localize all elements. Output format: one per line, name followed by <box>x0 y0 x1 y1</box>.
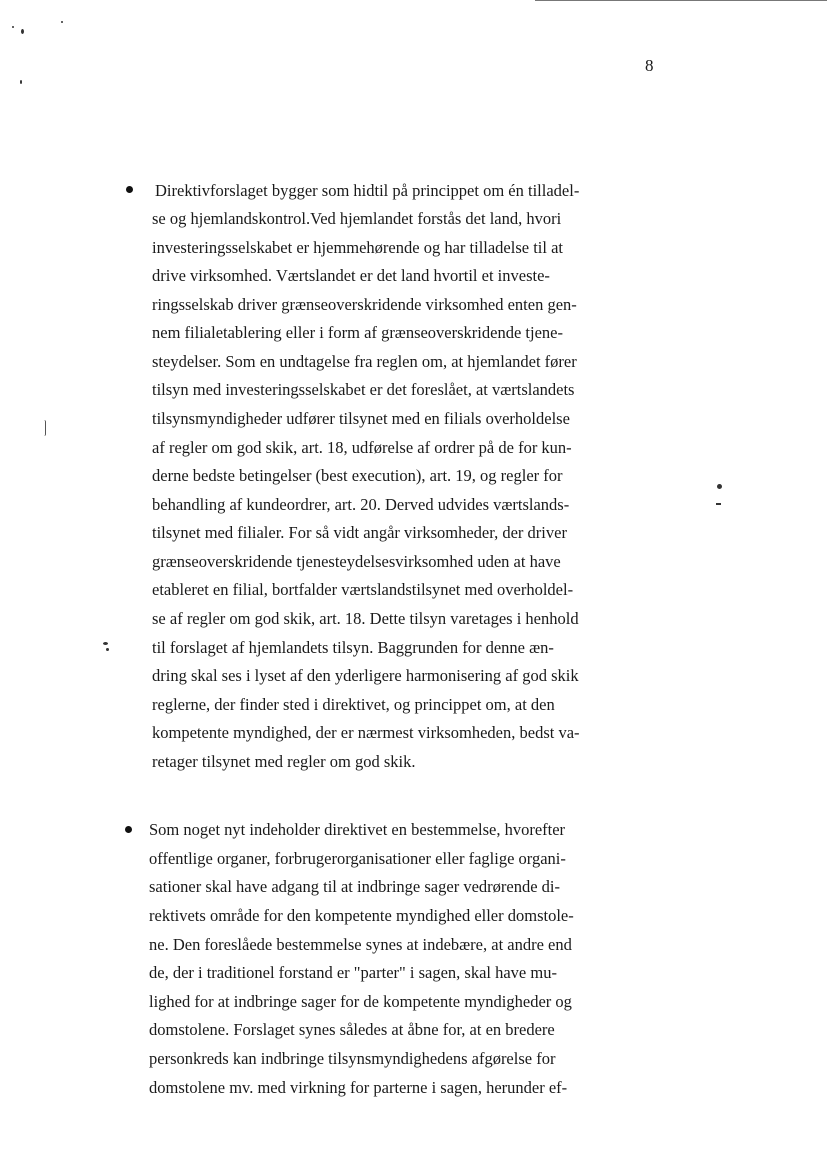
paragraph-line: retager tilsynet med regler om god skik. <box>152 752 416 771</box>
scan-speck <box>12 26 14 28</box>
paragraph-line: domstolene mv. med virkning for parterne i sagen, herunder ef- <box>149 1078 568 1097</box>
scan-speck <box>717 484 722 489</box>
paragraph-line: se og hjemlandskontrol.Ved hjemlandet forstås det land, hvori <box>152 209 562 228</box>
paragraph-line: ringsselskab driver grænseoverskridende virksomhed enten gen- <box>152 295 577 314</box>
paragraph-line: til forslaget af hjemlandets tilsyn. Baggrunden for denne æn- <box>152 638 554 657</box>
paragraph-line: drive virksomhed. Værtslandet er det land hvortil et investe- <box>152 266 550 285</box>
paragraph-line: tilsynet med filialer. For så vidt angår virksomheder, der driver <box>152 523 567 542</box>
paragraph-line: sationer skal have adgang til at indbringe sager vedrørende di- <box>149 877 560 896</box>
paragraph-line: se af regler om god skik, art. 18. Dette tilsyn varetages i henhold <box>152 609 579 628</box>
scan-speck <box>21 29 24 34</box>
paragraph-line: rektivets område for den kompetente myndighed eller domstole- <box>149 906 574 925</box>
paragraph-line: tilsynsmyndigheder udfører tilsynet med en filials overholdelse <box>152 409 570 428</box>
top-edge-rule <box>535 0 827 1</box>
paragraph-line: grænseoverskridende tjenesteydelsesvirksomhed uden at have <box>152 552 561 571</box>
paragraph-line: dring skal ses i lyset af den yderligere harmonisering af god skik <box>152 666 579 685</box>
paragraph-line: reglerne, der finder sted i direktivet, og princippet om, at den <box>152 695 555 714</box>
page-number: 8 <box>645 56 654 75</box>
paragraph-line: etableret en filial, bortfalder værtslandstilsynet med overholdel- <box>152 580 574 599</box>
paragraph-line: ne. Den foreslåede bestemmelse synes at indebære, at andre end <box>149 935 572 954</box>
paragraph-line: af regler om god skik, art. 18, udførelse af ordrer på de for kun- <box>152 438 572 457</box>
paragraph-line: lighed for at indbringe sager for de kompetente myndigheder og <box>149 992 572 1011</box>
paragraph-line: kompetente myndighed, der er nærmest virksomheden, bedst va- <box>152 723 580 742</box>
scan-speck <box>106 648 109 651</box>
paragraph-line: steydelser. Som en undtagelse fra reglen om, at hjemlandet fører <box>152 352 577 371</box>
paragraph-line: nem filialetablering eller i form af grænseoverskridende tjene- <box>152 323 563 342</box>
paragraph-line: Som noget nyt indeholder direktivet en bestemmelse, hvorefter <box>149 820 566 839</box>
bullet-marker <box>126 186 133 193</box>
scan-speck <box>103 642 108 645</box>
paragraph-line: Direktivforslaget bygger som hidtil på princippet om én tilladel- <box>155 181 580 200</box>
scan-speck <box>61 21 63 23</box>
paragraph-line: tilsyn med investeringsselskabet er det foreslået, at værtslandets <box>152 380 575 399</box>
paragraph-line: behandling af kundeordrer, art. 20. Derved udvides værtslands- <box>152 495 570 514</box>
scan-speck <box>716 503 721 505</box>
paragraph-line: offentlige organer, forbrugerorganisationer eller faglige organi- <box>149 849 566 868</box>
paragraph-line: personkreds kan indbringe tilsynsmyndighedens afgørelse for <box>149 1049 556 1068</box>
scan-speck <box>43 420 46 436</box>
bullet-marker <box>125 826 132 833</box>
paragraph-line: investeringsselskabet er hjemmehørende og har tilladelse til at <box>152 238 563 257</box>
paragraph-line: derne bedste betingelser (best execution), art. 19, og regler for <box>152 466 563 485</box>
paragraph-line: de, der i traditionel forstand er "parter" i sagen, skal have mu- <box>149 963 557 982</box>
paragraph-line: domstolene. Forslaget synes således at åbne for, at en bredere <box>149 1020 555 1039</box>
scan-speck <box>20 80 22 84</box>
